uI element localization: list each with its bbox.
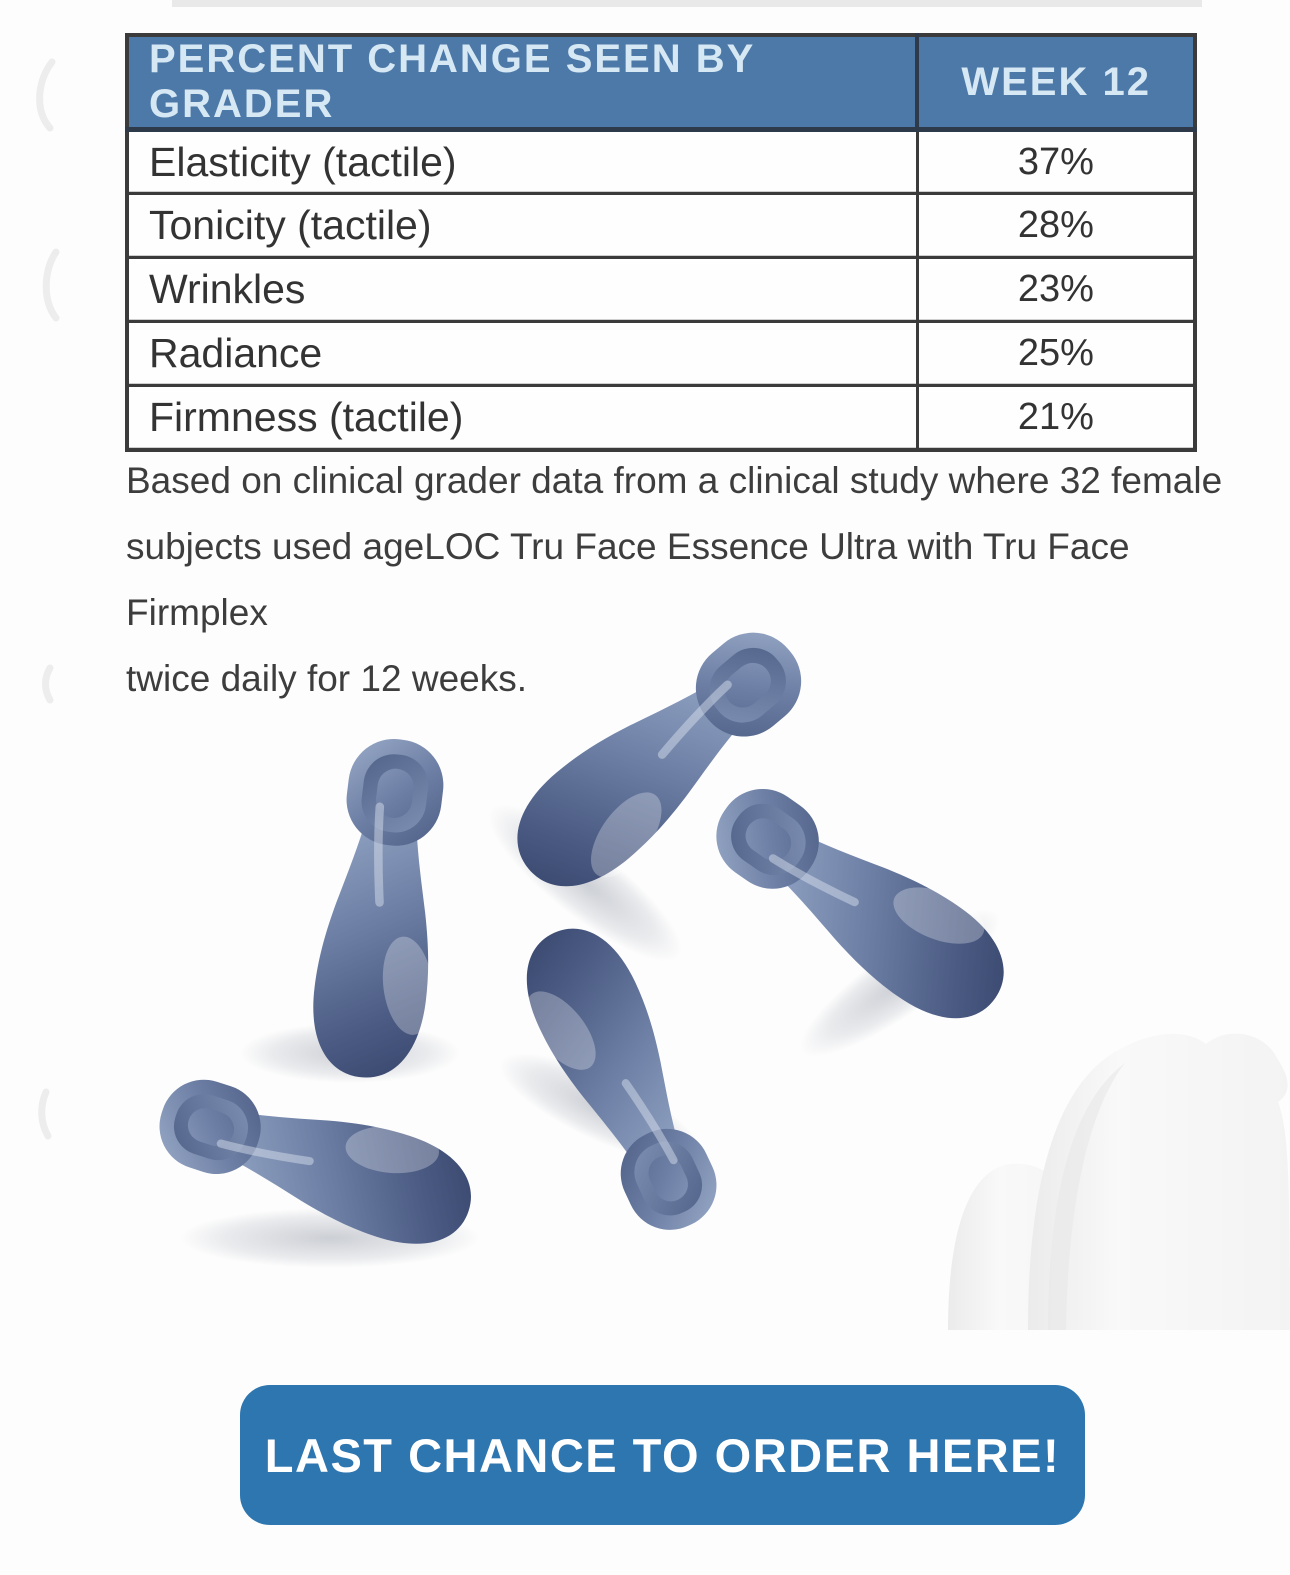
- table-row: [127, 194, 1195, 258]
- metric-value: 28%: [917, 194, 1195, 258]
- table-row: [127, 258, 1195, 322]
- table-row: [127, 322, 1195, 386]
- caption-line: subjects used ageLOC Tru Face Essence Ultra with Tru Face Firmplex: [126, 526, 1130, 633]
- cta-button[interactable]: LAST CHANCE TO ORDER HERE!: [240, 1385, 1085, 1525]
- caption-line: Based on clinical grader data from a clinical study where 32 female: [126, 460, 1223, 501]
- metric-value: 25%: [917, 322, 1195, 386]
- table-header-row: [127, 35, 1195, 130]
- metric-label: Tonicity (tactile): [127, 194, 917, 258]
- product-image: [0, 608, 1290, 1330]
- table-row: [127, 386, 1195, 450]
- results-table: [125, 33, 1197, 452]
- capsule: [304, 733, 473, 1086]
- metric-label: Wrinkles: [127, 258, 917, 322]
- metric-label: Radiance: [127, 322, 917, 386]
- caption-line: twice daily for 12 weeks.: [126, 658, 528, 699]
- table-header-week12: WEEK 12: [917, 35, 1195, 130]
- metric-value: 23%: [917, 258, 1195, 322]
- metric-value: 21%: [917, 386, 1195, 450]
- metric-value: 37%: [917, 130, 1195, 194]
- metric-label: Elasticity (tactile): [127, 130, 917, 194]
- table-row: [127, 130, 1195, 194]
- cropped-image-edge: [172, 0, 1202, 7]
- table-header-metric: PERCENT CHANGE SEEN BY GRADER: [127, 35, 917, 130]
- metric-label: Firmness (tactile): [127, 386, 917, 450]
